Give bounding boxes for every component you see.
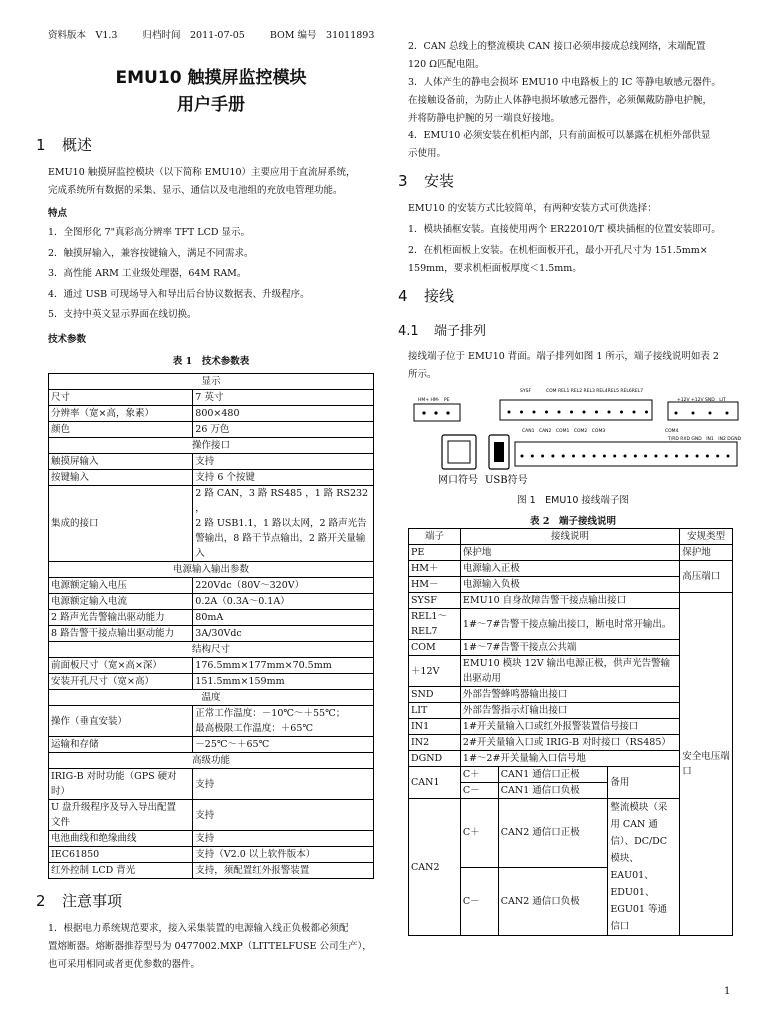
table-2-caption: 表 2 端子接线说明 — [530, 516, 616, 527]
table-row: C－ CAN2 通信口负极 — [409, 867, 733, 936]
features-heading: 特点 — [48, 208, 68, 219]
table-row: IRIG-B 对时功能（GPS 硬对时） 支持 — [49, 769, 374, 800]
table-row: 操作（垂直安装） 正常工作温度：－10℃～＋55℃； 最高极限工作温度：＋65℃ — [49, 706, 374, 737]
doc-subtitle: 用户手册 — [177, 95, 245, 115]
v12-terminal-pins — [675, 412, 729, 415]
table-section: 结构尺寸 — [49, 642, 374, 658]
usb-port-label: USB符号 — [485, 475, 528, 486]
comm-terminal-block — [515, 442, 737, 466]
list-item: 4．通过 USB 可现场导入和导出后台协议数据表、升级程序。 — [48, 288, 310, 300]
com-rel-label: COM REL1 REL2 REL3 REL4REL5 REL6REL7 — [546, 389, 644, 394]
terminal-pin — [613, 455, 616, 458]
high-voltage-cell: 高压端口 — [680, 561, 733, 593]
list-item: 2．触摸屏输入，兼容按键输入，满足不同需求。 — [48, 247, 254, 259]
table-row: PE 保护地 保护地 — [409, 545, 733, 561]
table-row: REL1～REL7 1#～7#告警干接点输出接口，断电时常开输出。 — [409, 609, 733, 640]
terminal-pin — [675, 455, 678, 458]
table-row: HM－ 电源输入负极 — [409, 577, 733, 593]
table-header-row: 端子 接线说明 安规类型 — [409, 529, 733, 545]
terminal-pin — [645, 411, 648, 414]
doc-title: EMU10 触摸屏监控模块 — [115, 68, 307, 88]
table-1-caption: 表 1 技术参数表 — [172, 356, 250, 367]
table-row: SYSF EMU10 自身故障告警干接点输出接口 安全电压端口 — [409, 593, 733, 609]
table-row: 触摸屏输入 支持 — [49, 454, 374, 470]
power-terminal-pins — [422, 411, 449, 414]
table-row: 分辨率（宽×高，象素） 800×480 — [49, 406, 374, 422]
terminal-pin — [562, 455, 565, 458]
terminal-pin — [582, 455, 585, 458]
terminal-pin — [620, 411, 623, 414]
terminal-pin — [692, 412, 695, 415]
table-row: CAN1 C＋ CAN1 通信口正极 备用 — [409, 767, 733, 783]
terminal-pin — [634, 455, 637, 458]
terminal-pin — [716, 455, 719, 458]
table-row: DGND 1#～2#开关量输入口信号地 — [409, 751, 733, 767]
terminal-pin — [531, 455, 534, 458]
section-3-heading: 3 安装 — [398, 172, 455, 190]
terminal-pin — [551, 455, 554, 458]
table-row: COM 1#～7#告警干接点公共端 — [409, 640, 733, 656]
table-row: 尺寸 7 英寸 — [49, 390, 374, 406]
terminal-pin — [665, 455, 668, 458]
list-item: 1．全图形化 7"真彩高分辨率 TFT LCD 显示。 — [48, 227, 250, 238]
table-row: 按键输入 支持 6 个按键 — [49, 470, 374, 486]
terminal-pin — [709, 412, 712, 415]
section-2-heading: 2 注意事项 — [36, 892, 123, 910]
terminal-pin — [675, 412, 678, 415]
table-row: 红外控制 LCD 背光 支持，须配置红外报警装置 — [49, 863, 374, 879]
table-row: 电源额定输入电流 0.2A（0.3A～0.1A） — [49, 594, 374, 610]
section-2-p2: 2．CAN 总线上的整流模块 CAN 接口必须串接成总线网络，末端配置 120 Ω匹配电阻。 — [408, 41, 706, 70]
section-3-p2: 2．在机柜面板上安装。在机柜面板开孔，最小开孔尺寸为 151.5mm× 159mm，要求机柜面板厚度＜1.5mm。 — [408, 245, 708, 274]
table-row: 2 路声光告警输出驱动能力 80mA — [49, 610, 374, 626]
table-row: IN1 1#开关量输入口或红外报警装置信号接口 — [409, 719, 733, 735]
section-2-p1: 1．根据电力系统规范要求，接入采集装置的电源输入线正负极都必须配 置熔断器。熔断器推荐型号为 0477002.MXP（LITTELFUSE 公司生产）， 也可采用相同或者更优参数的器件。 — [48, 923, 372, 970]
comm-terminal-pins — [521, 455, 730, 458]
table-row: CAN2 C＋ CAN2 通信口正极 整流模块（采 用 CAN 通 信）、DC/DC 模块、 EAU01、 EDU01、 EGU01 等通 信口 — [409, 799, 733, 868]
page-number: 1 — [724, 986, 731, 997]
can-labels: CAN1 CAN2 COM1 COM2 COM3 — [522, 429, 606, 434]
tech-params-table — [48, 373, 374, 879]
table-row: U 盘升级程序及导入导出配置 文件 支持 — [49, 800, 374, 831]
table-row: 运输和存储 －25℃～＋65℃ — [49, 737, 374, 753]
v12-label: +12V +12V SND LIT — [677, 398, 726, 403]
table-row: 电池曲线和绝缘曲线 支持 — [49, 831, 374, 847]
table-section: 温度 — [49, 690, 374, 706]
terminal-pin — [624, 455, 627, 458]
terminal-pin — [727, 455, 730, 458]
usb-port-inner — [494, 442, 504, 462]
section-2-p4: 4．EMU10 必须安装在机柜内部，只有前面板可以暴露在机柜外部供显 示使用。 — [408, 130, 711, 159]
table-row: 安装开孔尺寸（宽×高） 151.5mm×159mm — [49, 674, 374, 690]
terminal-pin — [541, 455, 544, 458]
doc-version: 资料版本 V1.3 — [48, 30, 118, 41]
section-4-1-text: 接线端子位于 EMU10 背面。端子排列如图 1 所示，端子接线说明如表 2 所示。 — [408, 351, 719, 380]
table-section: 操作接口 — [49, 438, 374, 454]
terminal-wiring-table — [408, 528, 733, 936]
terminal-pin — [706, 455, 709, 458]
table-row: HM＋ 电源输入正极 高压端口 — [409, 561, 733, 577]
terminal-pin — [545, 411, 548, 414]
terminal-pin — [696, 455, 699, 458]
table-row: 8 路告警干接点输出驱动能力 3A/30Vdc — [49, 626, 374, 642]
relay-terminal-block — [500, 400, 652, 420]
section-2-p3: 3．人体产生的静电会损坏 EMU10 中电路板上的 IC 等静电敏感元器件。 在接触设备前，为防止人体静电损坏敏感元器件，必须佩戴防静电护腕， 并将防静电护腕的另一端良好接地。 — [408, 77, 721, 124]
section-1-heading: 1 概述 — [36, 136, 93, 154]
table-row: IEC61850 支持（V2.0 以上软件版本） — [49, 847, 374, 863]
terminal-pin — [608, 411, 611, 414]
relay-terminal-pins — [508, 411, 649, 414]
terminal-pin — [533, 411, 536, 414]
table-section: 电源输入输出参数 — [49, 562, 374, 578]
network-port-icon — [442, 435, 476, 469]
safety-voltage-cell: 安全电压端口 — [680, 593, 733, 936]
table-row: 电源额定输入电压 220Vdc（80V～320V） — [49, 578, 374, 594]
hm-label: HM+ HM- PE — [418, 398, 450, 403]
doc-header — [48, 27, 396, 41]
section-4-1-heading: 4.1 端子排列 — [398, 324, 487, 339]
terminal-pin — [583, 411, 586, 414]
table-row: SND 外部告警蜂鸣器输出接口 — [409, 687, 733, 703]
section-4-heading: 4 接线 — [398, 287, 455, 305]
section-1-intro: EMU10 触摸屏监控模块（以下简称 EMU10）主要应用于直流屏系统， 完成系统所有数据的采集、显示、通信以及电池组的充放电管理功能。 — [48, 167, 356, 196]
list-item: 3．高性能 ARM 工业级处理器，64M RAM。 — [48, 268, 247, 279]
table-row: 集成的接口 2 路 CAN，3 路 RS485 ，1 路 RS232 ， 2 路 USB1.1，1 路以太网，2 路声光告 警输出，8 路干节点输出，2 路开关量输 入 — [49, 486, 374, 562]
table-section: 显示 — [49, 374, 374, 390]
terminal-pin — [572, 455, 575, 458]
sysf-label: SYSF — [520, 389, 532, 394]
section-3-p1: 1．模块插框安装。直接使用两个 ER22010/T 模块插框的位置安装即可。 — [408, 224, 721, 235]
list-item: 5．支持中英文显示界面在线切换。 — [48, 309, 197, 320]
archive-time: 归档时间 2011-07-05 — [142, 30, 245, 41]
com4-label: COM4 — [665, 429, 679, 434]
terminal-pin — [654, 455, 657, 458]
table-row: IN2 2#开关量输入口或 IRIG-B 对时接口（RS485） — [409, 735, 733, 751]
network-port-label: 网口符号 — [438, 475, 478, 486]
terminal-pin — [633, 411, 636, 414]
tech-params-heading: 技术参数 — [48, 334, 87, 345]
table-section: 高级功能 — [49, 753, 374, 769]
terminal-pin — [508, 411, 511, 414]
terminal-pin — [593, 455, 596, 458]
bom-number: BOM 编号 31011893 — [269, 30, 375, 41]
network-port-inner — [448, 441, 470, 463]
table-row: C－ CAN1 通信口负极 — [409, 783, 733, 799]
table-row: ＋12V EMU10 模块 12V 输出电源正极，供声光告警输出驱动用 — [409, 656, 733, 687]
terminal-pin — [558, 411, 561, 414]
figure-1-caption: 图 1 EMU10 接线端子图 — [517, 495, 629, 506]
table-row: 颜色 26 万色 — [49, 422, 374, 438]
bottom-pin-labels: T/RD RXD GND IN1 IN2 DGND — [668, 437, 742, 442]
terminal-pin — [644, 455, 647, 458]
power-out-terminal-block — [668, 402, 738, 420]
terminal-pin — [570, 411, 573, 414]
section-3-intro: EMU10 的安装方式比较简单，有两种安装方式可供选择： — [408, 203, 657, 214]
terminal-pin — [595, 411, 598, 414]
terminal-pin — [726, 412, 729, 415]
terminal-pin — [521, 455, 524, 458]
terminal-diagram-svg — [412, 380, 742, 490]
table-row: 前面板尺寸（宽×高×深） 176.5mm×177mm×70.5mm — [49, 658, 374, 674]
terminal-pin — [520, 411, 523, 414]
table-row: LIT 外部告警指示灯输出接口 — [409, 703, 733, 719]
features-list — [48, 223, 310, 326]
terminal-pin — [685, 455, 688, 458]
terminal-diagram — [412, 380, 742, 490]
terminal-pin — [603, 455, 606, 458]
